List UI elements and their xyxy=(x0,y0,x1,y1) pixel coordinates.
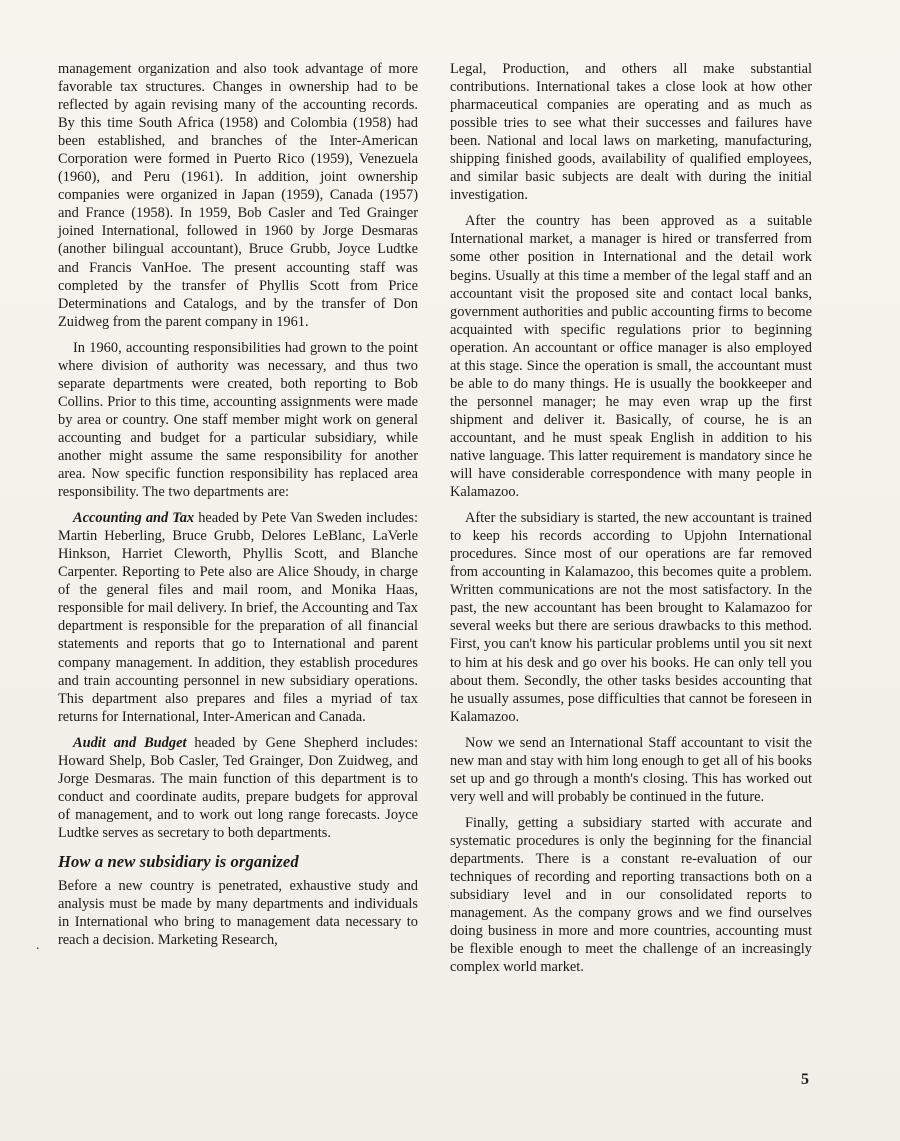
left-paragraph-1: management organization and also took advantage of more favorable tax structures. Changes in ownership had to be reflected by again revising many of the accounting records. By this time South Africa (1958) and Colombia (1958) had been established, and branches of the Inter-American Corporation were formed in Puerto Rico (1959), Venezuela (1960), and Peru (1961). In addition, joint ownership companies were organized in Japan (1959), Canada (1957) and France (1958). In 1959, Bob Casler and Ted Grainger joined International, followed in 1960 by Jorge Desmaras (another bilingual accountant), Bruce Grubb, Joyce Ludtke and Francis VanHoe. The present accounting staff was completed by the transfer of Phyllis Scott from Price Determinations and Catalogs, and by the transfer of Don Zuidweg from the parent company in 1961. xyxy=(58,61,418,330)
audit-budget-lead: Audit and Budget xyxy=(73,734,187,751)
right-paragraph-4: Now we send an International Staff accountant to visit the new man and stay with him long enough to get all of his books set up and go through a month's closing. This has worked out very well and will probably be continued in the future. xyxy=(450,734,812,805)
bullet-mark: . xyxy=(36,938,40,953)
page-number: 5 xyxy=(801,1071,809,1088)
right-paragraph-3: After the subsidiary is started, the new accountant is trained to keep his records according to Upjohn International procedures. Since most of our operations are far removed from accounting in Kalamazoo, this becomes quite a problem. Written communications are not the most satisfactory. In the past, the new accountant has been brought to Kalamazoo for several weeks but there are serious drawbacks to this method. First, you can't know his particular problems until you sit next to him at his desk and go over his books. He can only tell you about them. Secondly, the other tasks besides accounting that he usually assumes, pose difficulties that cannot be foreseen in Kalamazoo. xyxy=(450,510,812,725)
right-paragraph-1: Legal, Production, and others all make substantial contributions. International takes a close look at how other pharmaceutical companies are operating and as much as possible tries to see what their successes and failures have been. National and local laws on marketing, manufacturing, shipping finished goods, availability of qualified employees, and similar basic subjects are dealt with during the initial investigation. xyxy=(450,61,812,204)
accounting-tax-text: headed by Pete Van Sweden includes: Martin Heberling, Bruce Grubb, Delores LeBlanc, LaVerle Hinkson, Harriet Cleworth, Phyllis Scott, and Blanche Carpenter. Reporting to Pete also are Alice Shoudy, in charge of the general files and mail room, and Monika Haas, responsible for mail delivery. In brief, the Accounting and Tax department is responsible for the preparation of all financial statements and reports that go to International and parent company management. In addition, they establish procedures and train accounting personnel in new subsidiary operations. This department also prepares and files a myriad of tax returns for International, Inter-American and Canada. xyxy=(58,510,419,725)
section-heading: How a new subsidiary is organized xyxy=(58,851,299,871)
audit-budget-text: headed by Gene Shepherd includes: Howard Shelp, Bob Casler, Ted Grainger, Don Zuidweg, and Jorge Desmaras. The main function of this department is to conduct and coordinate audits, prepare budgets for approval of management, and to work out long range forecasts. Joyce Ludtke serves as secretary to both departments. xyxy=(58,734,419,841)
left-paragraph-2: In 1960, accounting responsibilities had grown to the point where division of authority was necessary, and thus two separate departments were created, both reporting to Bob Collins. Prior to this time, accounting assignments were made by area or country. One staff member might work on general accounting and budget for a particular subsidiary, while another might assume the same responsibility for another area. Now specific function responsibility has replaced area responsibility. The two departments are: xyxy=(58,339,418,501)
accounting-tax-lead: Accounting and Tax xyxy=(73,510,195,527)
accounting-tax-paragraph xyxy=(58,509,418,726)
right-paragraph-5: Finally, getting a subsidiary started with accurate and systematic procedures is only the beginning for the financial departments. There is a constant re-evaluation of our techniques of recording and reporting transactions both on a subsidiary level and in our consolidated reports to management. As the company grows and we find ourselves doing business in more and more countries, accounting must be flexible enough to meet the challenge of an increasingly complex world market. xyxy=(450,814,812,976)
right-column xyxy=(450,60,812,984)
right-paragraph-2: After the country has been approved as a suitable International market, a manager is hired or transferred from some other position in International and the detail work begins. Usually at this time a member of the legal staff and an accountant visit the proposed site and contact local banks, government authorities and public accounting firms to become acquainted with specific regulations prior to beginning operation. An accountant or office manager is also employed at this stage. Since the operation is small, the accountant must be able to do many things. He is usually the bookkeeper and the personnel manager; he may even wrap up the first shipment and deliver it. Basically, of course, he is an accountant, and he must speak English in addition to his native language. This latter requirement is mandatory since he will have considerable correspondence with many people in Kalamazoo. xyxy=(450,213,812,501)
left-closing-paragraph: Before a new country is penetrated, exhaustive study and analysis must be made by many departments and individuals in International who bring to management data necessary to reach a decision. Marketing Research, xyxy=(58,877,418,949)
audit-budget-paragraph xyxy=(58,734,418,842)
left-column xyxy=(58,60,418,957)
